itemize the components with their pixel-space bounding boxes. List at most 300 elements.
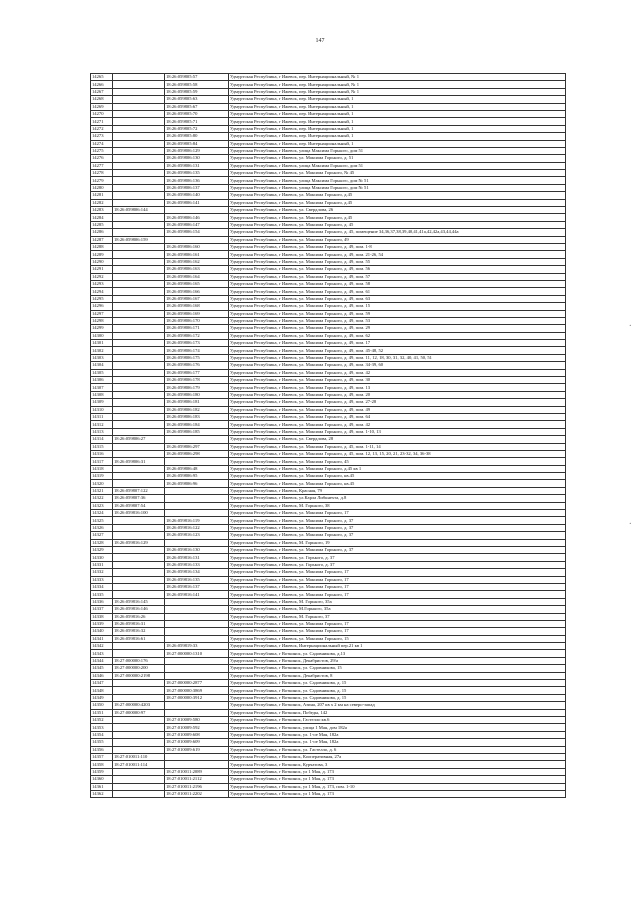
table-row (91, 510, 566, 517)
address-cell: Удмуртская Республика, г Ижевск, ул. Максима Горького, д. 37 (229, 517, 566, 524)
row-number-cell: 14269 (91, 103, 113, 110)
row-number-cell: 14283 (91, 207, 113, 214)
table-row (91, 295, 566, 302)
table-row (91, 199, 566, 206)
object-cadastral-cell: 18:26:059806:141 (165, 199, 229, 206)
table-row (91, 761, 566, 768)
row-number-cell: 14290 (91, 258, 113, 265)
row-number-cell: 14353 (91, 724, 113, 731)
parcel-cadastral-cell (113, 325, 165, 332)
object-cadastral-cell: 18:26:059816:131 (165, 554, 229, 561)
object-cadastral-cell: 18:26:059806:95 (165, 473, 229, 480)
address-cell: Удмуртская Республика, г Воткинск, ул 1 Мая, д. 173 (229, 768, 566, 775)
row-number-cell: 14352 (91, 716, 113, 723)
row-number-cell: 14329 (91, 547, 113, 554)
address-cell: Удмуртская Республика, г Ижевск, ул. Максима Горького, д.45 кв 1 (229, 465, 566, 472)
object-cadastral-cell (165, 510, 229, 517)
object-cadastral-cell: 18:26:059806:162 (165, 258, 229, 265)
table-row (91, 184, 566, 191)
address-cell: Удмуртская Республика, г Ижевск, ул. Максима Горького, д. 37 (229, 524, 566, 531)
row-number-cell: 14309 (91, 399, 113, 406)
table-row (91, 790, 566, 797)
row-number-cell: 14276 (91, 155, 113, 162)
row-number-cell: 14316 (91, 450, 113, 457)
address-cell: Удмуртская Республика, г Ижевск, улица Максима Горького, дом 51 (229, 147, 566, 154)
object-cadastral-cell: 18:26:059806:178 (165, 377, 229, 384)
object-cadastral-cell: 18:27:010011:2089 (165, 768, 229, 775)
object-cadastral-cell: 18:26:059806:166 (165, 288, 229, 295)
parcel-cadastral-cell (113, 332, 165, 339)
object-cadastral-cell: 18:26:059806:174 (165, 347, 229, 354)
row-number-cell: 14281 (91, 192, 113, 199)
object-cadastral-cell: 18:26:059806:168 (165, 303, 229, 310)
table-row (91, 532, 566, 539)
address-cell: Удмуртская Республика, г Ижевск, М.Горького, 35а (229, 606, 566, 613)
parcel-cadastral-cell (113, 739, 165, 746)
address-cell: Удмуртская Республика, г Ижевск, ул. Максима Горького, д. 49, пом. 13 (229, 384, 566, 391)
address-cell: Удмуртская Республика, г Ижевск, ул. Максима Горького, д. 49, пом. 55 (229, 258, 566, 265)
parcel-cadastral-cell (113, 680, 165, 687)
table-row (91, 347, 566, 354)
object-cadastral-cell: 18:26:059806:297 (165, 443, 229, 450)
table-row (91, 214, 566, 221)
table-row (91, 406, 566, 413)
parcel-cadastral-cell (113, 406, 165, 413)
row-number-cell: 14330 (91, 554, 113, 561)
address-cell: Удмуртская Республика, г Ижевск, ул. Максима Горького, д.45 (229, 192, 566, 199)
table-row (91, 672, 566, 679)
row-number-cell: 14280 (91, 184, 113, 191)
parcel-cadastral-cell (113, 243, 165, 250)
table-row (91, 428, 566, 435)
parcel-cadastral-cell (113, 125, 165, 132)
row-number-cell: 14320 (91, 480, 113, 487)
row-number-cell: 14359 (91, 768, 113, 775)
parcel-cadastral-cell (113, 576, 165, 583)
parcel-cadastral-cell: 18:27:000000:176 (113, 657, 165, 664)
object-cadastral-cell: 18:26:059816:133 (165, 561, 229, 568)
table-row (91, 207, 566, 214)
address-cell: Удмуртская Республика, г Ижевск, ул. Максима Горького, д. 49, пом. 1-10, 13 (229, 428, 566, 435)
object-cadastral-cell: 18:26:059806:146 (165, 214, 229, 221)
table-row (91, 421, 566, 428)
row-number-cell: 14295 (91, 295, 113, 302)
object-cadastral-cell: 18:27:010009:609 (165, 739, 229, 746)
address-cell: Удмуртская Республика, г Воткинск, ул. 1-ое Мая, 182а (229, 731, 566, 738)
row-number-cell: 14332 (91, 569, 113, 576)
address-cell: Удмуртская Республика, г Ижевск, пер. Интернациональный, № 1 (229, 88, 566, 95)
parcel-cadastral-cell (113, 81, 165, 88)
parcel-cadastral-cell (113, 199, 165, 206)
parcel-cadastral-cell (113, 384, 165, 391)
parcel-cadastral-cell (113, 731, 165, 738)
parcel-cadastral-cell (113, 280, 165, 287)
parcel-cadastral-cell: 18:26:059816:100 (113, 510, 165, 517)
row-number-cell: 14284 (91, 214, 113, 221)
table-row (91, 266, 566, 273)
object-cadastral-cell: 18:26:059806:154 (165, 229, 229, 236)
table-row (91, 716, 566, 723)
table-row (91, 125, 566, 132)
table-row (91, 391, 566, 398)
address-cell: Удмуртская Республика, г Ижевск, ул. Максима Горького, д. 49, пом. 57 (229, 273, 566, 280)
parcel-cadastral-cell: 18:26:059816:61 (113, 635, 165, 642)
object-cadastral-cell: 18:26:059806:183 (165, 413, 229, 420)
table-row (91, 495, 566, 502)
row-number-cell: 14326 (91, 524, 113, 531)
object-cadastral-cell: 18:27:010009:592 (165, 724, 229, 731)
parcel-cadastral-cell: 18:26:059816:145 (113, 598, 165, 605)
row-number-cell: 14334 (91, 583, 113, 590)
object-cadastral-cell: 18:27:000000:3912 (165, 694, 229, 701)
row-number-cell: 14341 (91, 635, 113, 642)
parcel-cadastral-cell (113, 340, 165, 347)
address-cell: Удмуртская Республика, г Ижевск, ул. Максима Горького, д. 45, пом. 12, 13, 15, 20, 21, 23-32, 34, 36-38 (229, 450, 566, 457)
object-cadastral-cell: 18:26:059806:136 (165, 177, 229, 184)
table-row (91, 694, 566, 701)
row-number-cell: 14356 (91, 746, 113, 753)
parcel-cadastral-cell (113, 229, 165, 236)
address-cell: Удмуртская Республика, г Ижевск, ул. Максима Горького, д. 49, пом. 45-48, 52 (229, 347, 566, 354)
row-number-cell: 14277 (91, 162, 113, 169)
object-cadastral-cell: 18:26:059816:134 (165, 569, 229, 576)
table-row (91, 103, 566, 110)
address-cell: Удмуртская Республика, г Ижевск, ул. Максима Горького, № 45 (229, 170, 566, 177)
object-cadastral-cell: 18:26:059816:141 (165, 591, 229, 598)
object-cadastral-cell: 18:26:059806:169 (165, 310, 229, 317)
parcel-cadastral-cell (113, 428, 165, 435)
address-cell: Удмуртская Республика, г Ижевск, ул. Максима Горького, д. 45, пом. 1-11, 14 (229, 443, 566, 450)
table-row (91, 458, 566, 465)
address-cell: Удмуртская Республика, г Ижевск, ул. Максима Горького, д. 49, пом. 42 (229, 421, 566, 428)
parcel-cadastral-cell (113, 450, 165, 457)
table-row (91, 665, 566, 672)
table-row (91, 547, 566, 554)
object-cadastral-cell: 18:27:010009:580 (165, 716, 229, 723)
parcel-cadastral-cell (113, 258, 165, 265)
row-number-cell: 14271 (91, 118, 113, 125)
table-row (91, 613, 566, 620)
parcel-cadastral-cell (113, 88, 165, 95)
row-number-cell: 14324 (91, 510, 113, 517)
address-cell: Удмуртская Республика, г Ижевск, ул. Максима Горького, д. 49, пом. 53 (229, 317, 566, 324)
row-number-cell: 14322 (91, 495, 113, 502)
row-number-cell: 14307 (91, 384, 113, 391)
table-row (91, 576, 566, 583)
row-number-cell: 14305 (91, 369, 113, 376)
table-row (91, 140, 566, 147)
parcel-cadastral-cell: 18:26:059807:54 (113, 502, 165, 509)
row-number-cell: 14285 (91, 221, 113, 228)
object-cadastral-cell (165, 502, 229, 509)
table-row (91, 340, 566, 347)
object-cadastral-cell: 18:26:059806:172 (165, 332, 229, 339)
address-cell: Удмуртская Республика, г Ижевск, пер. Интернациональный, 1 (229, 103, 566, 110)
parcel-cadastral-cell (113, 377, 165, 384)
table-row (91, 768, 566, 775)
address-cell: Удмуртская Республика, г Ижевск, ул. Максима Горького, 17 (229, 591, 566, 598)
object-cadastral-cell (165, 657, 229, 664)
table-row (91, 465, 566, 472)
table-row (91, 273, 566, 280)
address-cell: Удмуртская Республика, г Воткинск, ул 1 Мая, д. 173 (229, 790, 566, 797)
row-number-cell: 14346 (91, 672, 113, 679)
parcel-cadastral-cell (113, 155, 165, 162)
address-cell: Удмуртская Республика, г Воткинск, Кооперативная, 27а (229, 753, 566, 760)
parcel-cadastral-cell (113, 162, 165, 169)
object-cadastral-cell: 18:26:059806:180 (165, 391, 229, 398)
table-row (91, 643, 566, 650)
address-cell: Удмуртская Республика, г Ижевск, ул. Максима Горького, д. 49, пом. 34-39, 60 (229, 362, 566, 369)
object-cadastral-cell (165, 436, 229, 443)
object-cadastral-cell: 18:26:059816:135 (165, 576, 229, 583)
object-cadastral-cell: 18:26:059806:170 (165, 317, 229, 324)
table-row (91, 221, 566, 228)
address-cell: Удмуртская Республика, г Ижевск, ул. Максима Горького, д. 49, пом. 61 (229, 288, 566, 295)
table-row (91, 369, 566, 376)
parcel-cadastral-cell (113, 214, 165, 221)
row-number-cell: 14279 (91, 177, 113, 184)
object-cadastral-cell (165, 709, 229, 716)
object-cadastral-cell: 18:26:059806:163 (165, 266, 229, 273)
object-cadastral-cell (165, 606, 229, 613)
row-number-cell: 14357 (91, 753, 113, 760)
address-cell: Удмуртская Республика, г Ижевск, Интернациональный пер.21 кв 1 (229, 643, 566, 650)
row-number-cell: 14362 (91, 790, 113, 797)
object-cadastral-cell: 18:27:010011:2202 (165, 790, 229, 797)
parcel-cadastral-cell (113, 391, 165, 398)
parcel-cadastral-cell (113, 716, 165, 723)
table-row (91, 81, 566, 88)
parcel-cadastral-cell (113, 310, 165, 317)
parcel-cadastral-cell: 18:26:059806:159 (113, 236, 165, 243)
table-row (91, 480, 566, 487)
object-cadastral-cell: 18:26:059816:130 (165, 547, 229, 554)
parcel-cadastral-cell (113, 288, 165, 295)
address-cell: Удмуртская Республика, г Воткинск, ул. Садовникова, 15 (229, 665, 566, 672)
object-cadastral-cell (165, 487, 229, 494)
object-cadastral-cell: 18:26:059806:173 (165, 340, 229, 347)
parcel-cadastral-cell (113, 140, 165, 147)
row-number-cell: 14340 (91, 628, 113, 635)
table-row (91, 229, 566, 236)
address-cell: Удмуртская Республика, г Ижевск, ул. Максима Горького, 15 (229, 635, 566, 642)
row-number-cell: 14300 (91, 332, 113, 339)
table-row (91, 776, 566, 783)
parcel-cadastral-cell (113, 443, 165, 450)
row-number-cell: 14335 (91, 591, 113, 598)
table-row (91, 436, 566, 443)
table-row (91, 517, 566, 524)
table-row (91, 598, 566, 605)
table-row (91, 325, 566, 332)
parcel-cadastral-cell (113, 184, 165, 191)
object-cadastral-cell: 18:27:000000:2877 (165, 680, 229, 687)
object-cadastral-cell: 18:26:059806:129 (165, 147, 229, 154)
margin-mark: · (628, 519, 632, 530)
object-cadastral-cell: 18:26:059806:161 (165, 251, 229, 258)
object-cadastral-cell: 18:26:059806:185 (165, 428, 229, 435)
address-cell: Удмуртская Республика, г Ижевск, ул. Максима Горького, д. 49, пом. 11, 12, 18, 30, 31, 32, 40, 41, 50, 51 (229, 354, 566, 361)
address-cell: Удмуртская Республика, г Воткинск, ул. Садовникова, д.13 (229, 650, 566, 657)
row-number-cell: 14301 (91, 340, 113, 347)
parcel-cadastral-cell (113, 354, 165, 361)
table-row (91, 384, 566, 391)
page-number: 147 (315, 38, 325, 44)
parcel-cadastral-cell (113, 362, 165, 369)
address-cell: Удмуртская Республика, г Ижевск, улица Максима Горького, дом № 51 (229, 184, 566, 191)
row-number-cell: 14297 (91, 310, 113, 317)
row-number-cell: 14289 (91, 251, 113, 258)
object-cadastral-cell (165, 635, 229, 642)
table-row (91, 635, 566, 642)
table-row (91, 236, 566, 243)
object-cadastral-cell: 18:26:059806:167 (165, 295, 229, 302)
parcel-cadastral-cell (113, 421, 165, 428)
row-number-cell: 14288 (91, 243, 113, 250)
table-row (91, 731, 566, 738)
address-cell: Удмуртская Республика, г Ижевск, ул. Максима Горького, д. 49, пом. 29 (229, 325, 566, 332)
address-cell: Удмуртская Республика, г Ижевск, пер. Интернациональный, № 1 (229, 81, 566, 88)
address-cell: Удмуртская Республика, г Воткинск, Гастелло кв.6 (229, 716, 566, 723)
address-cell: Удмуртская Республика, г Ижевск, ул. Максима Горького, д. 37 (229, 532, 566, 539)
parcel-cadastral-cell (113, 118, 165, 125)
table-row (91, 450, 566, 457)
row-number-cell: 14360 (91, 776, 113, 783)
table-row (91, 354, 566, 361)
parcel-cadastral-cell (113, 303, 165, 310)
table-row (91, 709, 566, 716)
table-row (91, 554, 566, 561)
parcel-cadastral-cell (113, 147, 165, 154)
table-row (91, 443, 566, 450)
object-cadastral-cell: 18:26:059806:177 (165, 369, 229, 376)
row-number-cell: 14319 (91, 473, 113, 480)
row-number-cell: 14336 (91, 598, 113, 605)
row-number-cell: 14355 (91, 739, 113, 746)
object-cadastral-cell: 18:26:059806:171 (165, 325, 229, 332)
row-number-cell: 14344 (91, 657, 113, 664)
parcel-cadastral-cell (113, 295, 165, 302)
parcel-cadastral-cell (113, 317, 165, 324)
table-row (91, 118, 566, 125)
object-cadastral-cell (165, 458, 229, 465)
table-row (91, 687, 566, 694)
address-cell: Удмуртская Республика, г Ижевск, ул. Горького, д. 37 (229, 554, 566, 561)
table-row (91, 170, 566, 177)
address-cell: Удмуртская Республика, г Ижевск, пер. Интернациональный, 1 (229, 96, 566, 103)
table-row (91, 473, 566, 480)
parcel-cadastral-cell (113, 273, 165, 280)
row-number-cell: 14286 (91, 229, 113, 236)
parcel-cadastral-cell (113, 532, 165, 539)
parcel-cadastral-cell (113, 413, 165, 420)
object-cadastral-cell: 18:26:059805:71 (165, 118, 229, 125)
parcel-cadastral-cell (113, 687, 165, 694)
table-row (91, 96, 566, 103)
address-cell: Удмуртская Республика, г Воткинск, ул 1 Мая, д. 173 (229, 776, 566, 783)
object-cadastral-cell: 18:26:059805:59 (165, 88, 229, 95)
address-cell: Удмуртская Республика, г Ижевск, ул. Максима Горького, д. 49, пом. 17 (229, 340, 566, 347)
object-cadastral-cell: 18:26:059805:72 (165, 125, 229, 132)
address-cell: Удмуртская Республика, г Ижевск, М. Горького, 37 (229, 613, 566, 620)
table-row (91, 539, 566, 546)
address-cell: Удмуртская Республика, г Ижевск, ул. Максима Горького, д. 49, пом. 15 (229, 303, 566, 310)
row-number-cell: 14345 (91, 665, 113, 672)
table-row (91, 399, 566, 406)
parcel-cadastral-cell (113, 547, 165, 554)
row-number-cell: 14278 (91, 170, 113, 177)
address-cell: Удмуртская Республика, г Ижевск, ул. Максима Горького, д. 49, пом. 21-26, 54 (229, 251, 566, 258)
parcel-cadastral-cell (113, 347, 165, 354)
register-table (90, 73, 566, 798)
row-number-cell: 14298 (91, 317, 113, 324)
object-cadastral-cell: 18:26:059806:182 (165, 406, 229, 413)
row-number-cell: 14327 (91, 532, 113, 539)
parcel-cadastral-cell: 18:27:000000:4203 (113, 702, 165, 709)
register-table-body (91, 74, 566, 798)
row-number-cell: 14328 (91, 539, 113, 546)
address-cell: Удмуртская Республика, г Воткинск, улица 1 Мая, дом 182а (229, 724, 566, 731)
address-cell: Удмуртская Республика, г Воткинск, ул. Садовникова, д. 15 (229, 680, 566, 687)
address-cell: Удмуртская Республика, г Воткинск, ул. Садовникова, д. 15 (229, 687, 566, 694)
table-row (91, 310, 566, 317)
address-cell: Удмуртская Республика, г Ижевск, пер. Интернациональный, 1 (229, 133, 566, 140)
address-cell: Удмуртская Республика, г Ижевск, пер. Интернациональный, 1 (229, 110, 566, 117)
address-cell: Удмуртская Республика, г Воткинск, ул 1 Мая, д. 173, пом. 1-10 (229, 783, 566, 790)
row-number-cell: 14315 (91, 443, 113, 450)
table-row (91, 746, 566, 753)
object-cadastral-cell: 18:26:059816:119 (165, 517, 229, 524)
table-row (91, 413, 566, 420)
row-number-cell: 14361 (91, 783, 113, 790)
address-cell: Удмуртская Республика, г Ижевск, ул. Максима Горького, д. 49, пом. 30 (229, 377, 566, 384)
row-number-cell: 14299 (91, 325, 113, 332)
address-cell: Удмуртская Республика, г Ижевск, ул. Максима Горького, 17 (229, 628, 566, 635)
table-row (91, 650, 566, 657)
address-cell: Удмуртская Республика, г Воткинск, ул. 1-ое Мая, 182а (229, 739, 566, 746)
address-cell: Удмуртская Республика, г Ижевск, ул. Максима Горького, 45 (229, 458, 566, 465)
address-cell: Удмуртская Республика, г Ижевск, ул. Максима Горького, кв.45 (229, 473, 566, 480)
parcel-cadastral-cell (113, 694, 165, 701)
row-number-cell: 14296 (91, 303, 113, 310)
object-cadastral-cell: 18:26:059816:123 (165, 532, 229, 539)
address-cell: Удмуртская Республика, г Ижевск, ул. Максима Горького, д. 49, пом. 62 (229, 332, 566, 339)
table-row (91, 303, 566, 310)
table-row (91, 569, 566, 576)
object-cadastral-cell: 18:26:059806:135 (165, 170, 229, 177)
parcel-cadastral-cell (113, 266, 165, 273)
parcel-cadastral-cell: 18:27:000000:200 (113, 665, 165, 672)
table-row (91, 362, 566, 369)
object-cadastral-cell: 18:26:059806:48 (165, 465, 229, 472)
parcel-cadastral-cell (113, 103, 165, 110)
parcel-cadastral-cell (113, 221, 165, 228)
parcel-cadastral-cell: 18:27:000000:97 (113, 709, 165, 716)
parcel-cadastral-cell (113, 517, 165, 524)
address-cell: Удмуртская Республика, г Ижевск, ул. Максима Горького, д. 51 (229, 155, 566, 162)
table-row (91, 280, 566, 287)
object-cadastral-cell: 18:27:010009:608 (165, 731, 229, 738)
row-number-cell: 14354 (91, 731, 113, 738)
table-row (91, 155, 566, 162)
address-cell: Удмуртская Республика, г Ижевск, Красная, 79 (229, 487, 566, 494)
object-cadastral-cell: 18:26:059806:164 (165, 273, 229, 280)
row-number-cell: 14313 (91, 428, 113, 435)
parcel-cadastral-cell (113, 724, 165, 731)
object-cadastral-cell: 18:27:010011:2196 (165, 783, 229, 790)
address-cell: Удмуртская Республика, г Ижевск, ул. Максима Горького, 17 (229, 569, 566, 576)
